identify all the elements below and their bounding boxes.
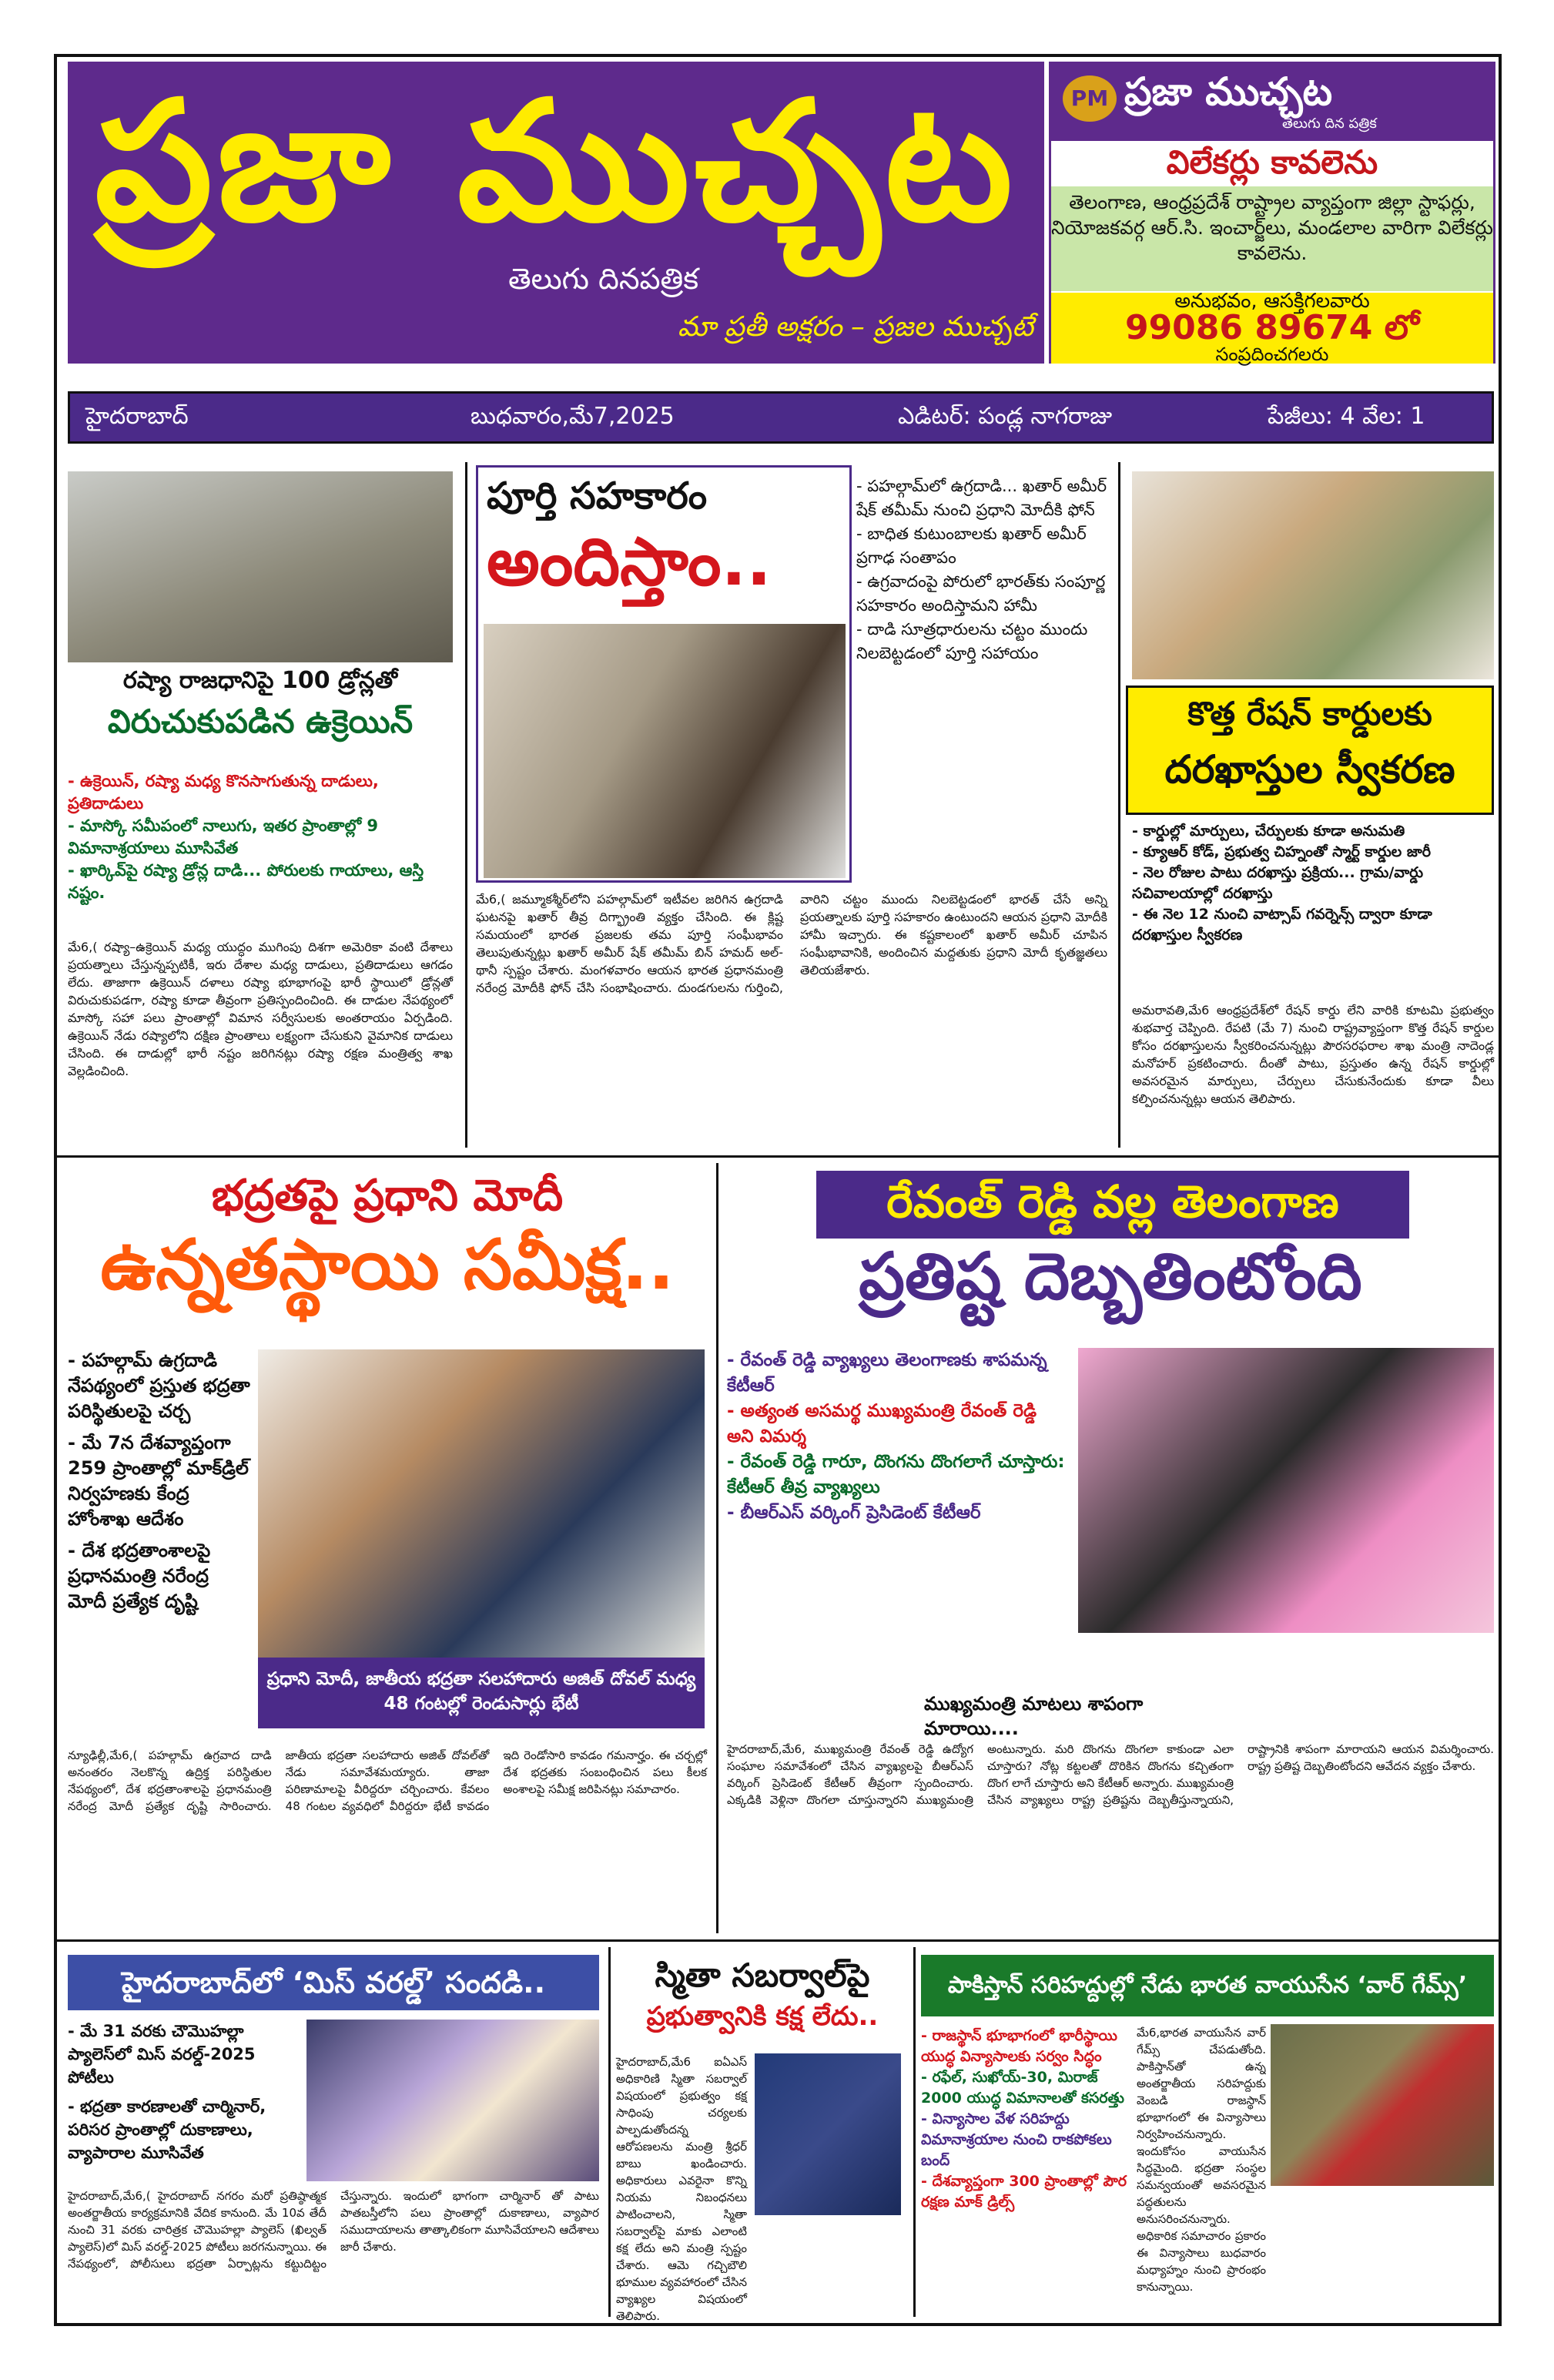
qatar-photo xyxy=(484,624,846,878)
masthead-tagline: మా ప్రతీ అక్షరం – ప్రజల ముచ్చటే xyxy=(678,311,1033,343)
dateline-pages: పేజీలు: 4 వేల: 1 xyxy=(1268,403,1425,430)
ktr-kicker: రేవంత్ రెడ్డి వల్ల తెలంగాణ xyxy=(886,1175,1339,1228)
modi-photo xyxy=(258,1349,705,1658)
ration-headline-1: కొత్త రేషన్ కార్డులకు xyxy=(1187,695,1432,732)
wargames-photo xyxy=(1271,2024,1494,2186)
ktr-bullets xyxy=(727,1348,1066,1526)
logo-icon: PM xyxy=(1063,75,1117,122)
bullet: - నెల రోజుల పాటు దరఖాస్తు ప్రక్రియ... గ్రామ/వార్డు సచివాలయాల్లో దరఖాస్తు xyxy=(1132,864,1424,902)
modi-body: న్యూఢిల్లీ,మే6,( పహల్గామ్ ఉగ్రవాద దాడి అనంతరం నెలకొన్న ఉద్రిక్త పరిస్థితుల నేపథ్యంలో, దేశ భద్రతాంశాలపై ప్రధానమంత్రి నరేంద్ర మోదీ ప్రత్యేక దృష్టి సారించారు. జాతీయ భద్రతా సలహాదారు అజిత్ దోవల్‌తో నేడు సమావేశమయ్యారు. తాజా పరిణామాలపై వీరిద్దరూ చర్చించారు. కేవలం 48 గంటల వ్యవధిలో వీరిద్దరూ భేటీ కావడం ఇది రెండోసారి కావడం గమనార్హం. ఈ చర్చల్లో దేశ భద్రతకు సంబంధించిన పలు కీలక అంశాలపై సమీక్ష జరిపినట్లు సమాచారం. xyxy=(68,1748,707,1813)
bullet: - మాస్కో సమీపంలో నాలుగు, ఇతర ప్రాంతాల్లో 9 విమానాశ్రయాలు మూసివేత xyxy=(68,816,379,857)
bullet: - రేవంత్ రెడ్డి గారూ, దొంగను దొంగలాగే చూస్తారు: కేటీఆర్ తీవ్ర వ్యాఖ్యలు xyxy=(727,1452,1065,1497)
column-divider xyxy=(608,1947,611,2317)
miss-world-photo xyxy=(306,2020,599,2181)
bullet: - పహల్గామ్‌లో ఉగ్రదాడి... ఖతార్ అమీర్ షేక్ తమీమ్ నుంచి ప్రధాని మోదీకి ఫోన్ xyxy=(856,477,1107,519)
ration-body: అమరావతి,మే6 ఆంధ్రప్రదేశ్‌లో రేషన్ కార్డు లేని వారికి కూటమి ప్రభుత్వం శుభవార్త చెప్పింది. రేపటి (మే 7) నుంచి రాష్ట్రవ్యాప్తంగా కొత్త రేషన్ కార్డుల కోసం దరఖాస్తులను స్వీకరించనున్నట్లు పౌరసరఫరాల శాఖ మంత్రి నాదెండ్ల మనోహర్ ప్రకటించారు. దీంతో పాటు, ప్రస్తుతం ఉన్న రేషన్ కార్డుల్లో అవసరమైన మార్పులు, చేర్పులు చేసుకునేందుకు కూడా వీలు కల్పించనున్నట్లు ఆయన తెలిపారు. xyxy=(1132,1003,1494,1106)
bullet: - మే 31 వరకు చౌమొహల్లా ప్యాలెస్‌లో మిస్ వరల్డ్-2025 పోటీలు xyxy=(68,2022,256,2087)
bullet: - ఖార్కివ్‌పై రష్యా డ్రోన్ల దాడి... పోరులకు గాయాలు, ఆస్తి నష్టం. xyxy=(68,861,424,902)
qatar-body: మే6,( జమ్మూకశ్మీర్‌లోని పహల్గామ్‌లో ఇటీవల జరిగిన ఉగ్రదాడి ఘటనపై ఖతార్ తీవ్ర దిగ్భ్రాంతి వ్యక్తం చేసింది. ఈ క్లిష్ట సమయంలో భారత ప్రజలకు తమ పూర్తి సంఘీభావం తెలుపుతున్నట్లు ఖతార్ అమీర్ షేక్ తమీమ్ బిన్ హమద్ అల్-థానీ స్పష్టం చేశారు. మంగళవారం ఆయన భారత ప్రధానమంత్రి నరేంద్ర మోదీకి ఫోన్ చేసి సంభాషించారు. దుండగులను గుర్తించి, వారిని చట్టం ముందు నిలబెట్టడంలో భారత్ చేసే అన్ని ప్రయత్నాలకు పూర్తి సహకారం ఉంటుందని ఆయన ప్రధాని మోదీకి హామీ ఇచ్చారు. ఈ కష్టకాలంలో ఖతార్ అమీర్ చూపిన సంఘీభావానికి, అందించిన మద్దతుకు ప్రధాని మోదీ కృతజ్ఞతలు తెలియజేశారు. xyxy=(476,892,1107,995)
ktr-subhead: ముఖ్యమంత్రి మాటలు శాపంగా మారాయి.... xyxy=(924,1693,1144,1739)
ukraine-body: మే6,( రష్యా–ఉక్రెయిన్ మధ్య యుద్ధం ముగింపు దిశగా అమెరికా వంటి దేశాలు ప్రయత్నాలు చేస్తున్నప్పటికీ, ఇరు దేశాల మధ్య దాడులు, ప్రతిదాడులు ఆగడం లేదు. తాజాగా ఉక్రెయిన్ దళాలు రష్యా భూభాగంపై భారీ స్థాయిలో డ్రోన్లతో విరుచుకుపడగా, రష్యా కూడా తీవ్రంగా ప్రతిస్పందించింది. ఈ దాడుల నేపథ్యంలో మాస్కో సహా పలు ప్రాంతాల్లో విమాన సర్వీసులకు అంతరాయం ఏర్పడింది. ఉక్రెయిన్ నేడు రష్యాలోని దక్షిణ ప్రాంతాలు లక్ష్యంగా చేసుకుని వైమానిక దాడులు చేసింది. ఈ దాడుల్లో భారీ నష్టం జరిగినట్లు రష్యా రక్షణ మంత్రిత్వ శాఖ వెల్లడించింది. xyxy=(68,940,453,1078)
masthead-subtitle: తెలుగు దినపత్రిక xyxy=(508,262,699,296)
ad-body: తెలంగాణ, ఆంధ్రప్రదేశ్ రాష్ట్రాల వ్యాప్తంగా జిల్లా స్టాఫర్లు, నియోజకవర్గ ఆర్.సి. ఇంచార్జ్‌లు, మండలాల వారిగా విలేకర్లు కావలెను. xyxy=(1051,186,1493,291)
ad-experience: అనుభవం, ఆసక్తిగలవారు xyxy=(1174,290,1370,313)
ukraine-kicker: రష్యా రాజధానిపై 100 డ్రోన్లతో xyxy=(122,667,398,694)
ukraine-bullets xyxy=(68,770,453,904)
bullet: - దేశవ్యాప్తంగా 300 ప్రాంతాల్లో పౌర రక్షణ మాక్ డ్రిల్స్ xyxy=(921,2173,1127,2211)
bullet: - భద్రతా కారణాలతో చార్మినార్, పరిసర ప్రాంతాల్లో దుకాణాలు, వ్యాపారాల మూసివేత xyxy=(68,2097,266,2162)
bullet: - రేవంత్ రెడ్డి వ్యాఖ్యలు తెలంగాణకు శాపమన్న కేటీఆర్ xyxy=(727,1350,1047,1396)
bullet: - పహల్గామ్ ఉగ్రదాడి నేపథ్యంలో ప్రస్తుత భద్రతా పరిస్థితులపై చర్చ xyxy=(68,1349,250,1422)
dateline-bar xyxy=(68,391,1494,444)
smita-photo xyxy=(755,2053,901,2215)
bullet: - క్యూఆర్ కోడ్, ప్రభుత్వ చిహ్నంతో స్మార్ట్ కార్డుల జారీ xyxy=(1132,843,1431,860)
column-divider xyxy=(913,1947,916,2317)
ration-card-photo xyxy=(1132,471,1494,679)
bullet: - కార్డుల్లో మార్పులు, చేర్పులకు కూడా అనుమతి xyxy=(1132,823,1405,840)
bullet: - విన్యాసాల వేళ సరిహద్దు విమానాశ్రయాల నుంచి రాకపోకలు బంద్ xyxy=(921,2110,1112,2169)
ad-phone[interactable]: 99086 89674 లో xyxy=(1124,308,1420,347)
bullet: - అత్యంత అసమర్థ ముఖ్యమంత్రి రేవంత్ రెడ్డి అని విమర్శ xyxy=(727,1401,1037,1446)
column-divider xyxy=(465,462,467,1148)
ktr-headline: ప్రతిష్ట దెబ్బతింటోంది xyxy=(859,1239,1362,1314)
row-divider xyxy=(54,1939,1502,1942)
miss-world-bullets xyxy=(68,2020,299,2164)
smita-headline: ప్రభుత్వానికి కక్ష లేదు.. xyxy=(646,2001,879,2032)
smita-body: హైదరాబాద్,మే6 ఐఏఎస్ అధికారిణి స్మితా సబర్వాల్ విషయంలో ప్రభుత్వం కక్ష సాధింపు చర్యలకు పాల్పడుతోందన్న ఆరోపణలను మంత్రి శ్రీధర్ బాబు ఖండించారు. అధికారులు ఎవరైనా కొన్ని నియమ నిబంధనలు పాటించాలని, స్మితా సబర్వాల్‌పై మాకు ఎలాంటి కక్ష లేదు అని మంత్రి స్పష్టం చేశారు. ఆమె గచ్చిబౌలి భూముల వ్యవహారంలో చేసిన వ్యాఖ్యల విషయంలో తెలిపారు. xyxy=(616,2055,747,2323)
ad-paper-subtitle: తెలుగు దిన పత్రిక xyxy=(1282,116,1377,132)
row-divider xyxy=(54,1155,1502,1158)
ad-paper-name: ప్రజా ముచ్చట xyxy=(1124,69,1333,114)
dateline-editor: ఎడిటర్: పండ్ల నాగరాజు xyxy=(898,403,1113,430)
ration-bullets xyxy=(1132,821,1494,946)
dateline-date: బుధవారం,మే7,2025 xyxy=(471,403,675,430)
ad-contact-label: సంప్రదించగలరు xyxy=(1215,344,1329,365)
ukraine-headline: విరుచుకుపడిన ఉక్రెయిన్ xyxy=(107,702,414,740)
dateline-city: హైదరాబాద్ xyxy=(85,403,189,430)
modi-headline: ఉన్నతస్థాయి సమీక్ష.. xyxy=(100,1225,675,1306)
bullet: - దాడి సూత్రధారులను చట్టం ముందు నిలబెట్టడంలో పూర్తి సహాయం xyxy=(856,620,1088,662)
ktr-photo xyxy=(1078,1348,1494,1633)
bullet: - మే 7న దేశవ్యాప్తంగా 259 ప్రాంతాల్లో మాక్‌డ్రిల్ నిర్వహణకు కేంద్ర హోంశాఖ ఆదేశం xyxy=(68,1432,249,1530)
wargames-bullets xyxy=(921,2026,1129,2213)
miss-world-headline: హైదరాబాద్‌లో ‘మిస్ వరల్డ్’ సందడి.. xyxy=(68,1955,599,2010)
modi-photo-caption: ప్రధాని మోదీ, జాతీయ భద్రతా సలహాదారు అజిత్ దోవల్ మధ్య 48 గంటల్లో రెండుసార్లు భేటీ xyxy=(258,1658,705,1728)
bullet: - రఫేల్, సుఖోయ్-30, మిరాజ్ 2000 యుద్ధ విమానాలతో కసరత్తు xyxy=(921,2069,1124,2107)
wargames-headline: పాకిస్తాన్ సరిహద్దుల్లో నేడు భారత వాయుసేన ‘వార్ గేమ్స్’ xyxy=(921,1955,1494,2016)
ukraine-photo xyxy=(68,471,453,662)
masthead-title: ప్రజా ముచ్చట xyxy=(95,65,1017,258)
miss-world-body: హైదరాబాద్,మే6,( హైదరాబాద్ నగరం మరో ప్రతిష్ఠాత్మక అంతర్జాతీయ కార్యక్రమానికి వేదిక కానుంది. మే 10వ తేదీ నుంచి 31 వరకు చారిత్రక చౌమొహల్లా ప్యాలెస్ (ఖిల్వత్ ప్యాలెస్)లో మిస్ వరల్డ్-2025 పోటీలు జరగనున్నాయి. ఈ నేపథ్యంలో, పోలీసులు భద్రతా ఏర్పాట్లను కట్టుదిట్టం చేస్తున్నారు. ఇందులో భాగంగా చార్మినార్ తో పాటు పాతబస్తీలోని పలు ప్రాంతాల్లో దుకాణాలు, వ్యాపార సముదాయాలను తాత్కాలికంగా మూసివేయాలని ఆదేశాలు జారీ చేశారు. xyxy=(68,2189,599,2271)
smita-kicker: స్మితా సబర్వాల్‌పై xyxy=(655,1956,870,1994)
bullet: - దేశ భద్రతాంశాలపై ప్రధానమంత్రి నరేంద్ర మోదీ ప్రత్యేక దృష్టి xyxy=(68,1540,211,1612)
column-divider xyxy=(716,1163,718,1933)
modi-bullets xyxy=(68,1348,253,1614)
qatar-headline: అందిస్తాం.. xyxy=(487,524,772,601)
bullet: - ఉక్రెయిన్, రష్యా మధ్య కొనసాగుతున్న దాడులు, ప్రతిదాడులు xyxy=(68,772,379,813)
bullet: - బాధిత కుటుంబాలకు ఖతార్ అమీర్ ప్రగాఢ సంతాపం xyxy=(856,525,1087,567)
ktr-body: హైదరాబాద్,మే6, ముఖ్యమంత్రి రేవంత్ రెడ్డి ఉద్యోగ సంఘాల సమావేశంలో చేసిన వ్యాఖ్యలపై బీఆర్ఎస్ వర్కింగ్ ప్రెసిడెంట్ కేటీఆర్ తీవ్రంగా స్పందించారు. ఎక్కడికి వెళ్లినా దొంగలా చూస్తున్నారని ముఖ్యమంత్రి అంటున్నారు. మరి దొంగను దొంగలా కాకుండా ఎలా చూస్తారు? నోట్ల కట్టలతో దొరికిన దొంగను కచ్చితంగా దొంగ లాగే చూస్తారు అని కేటీఆర్ అన్నారు. ముఖ్యమంత్రి చేసిన వ్యాఖ్యలు రాష్ట్ర ప్రతిష్టను దెబ్బతీస్తున్నాయని, రాష్ట్రానికి శాపంగా మారాయని ఆయన విమర్శించారు. రాష్ట్ర ప్రతిష్ట దెబ్బతింటోందని ఆవేదన వ్యక్తం చేశారు. xyxy=(727,1742,1494,1807)
bullet: - రాజస్థాన్ భూభాగంలో భారీస్థాయి యుద్ధ విన్యాసాలకు సర్వం సిద్ధం xyxy=(921,2027,1117,2065)
ration-headline-2: దరఖాస్తుల స్వీకరణ xyxy=(1164,747,1455,792)
ad-heading: విలేకర్లు కావలెను xyxy=(1051,141,1493,184)
qatar-kicker: పూర్తి సహకారం xyxy=(487,474,708,518)
bullet: - బీఆర్ఎస్ వర్కింగ్ ప్రెసిడెంట్ కేటీఆర్ xyxy=(727,1503,981,1523)
column-divider xyxy=(1118,462,1120,1148)
bullet: - ఉగ్రవాదంపై పోరులో భారత్‌కు సంపూర్ణ సహకారం అందిస్తామని హామీ xyxy=(856,572,1106,615)
wargames-body: మే6,భారత వాయుసేన వార్ గేమ్స్ చేపడుతోంది. పాకిస్తాన్‌తో ఉన్న అంతర్జాతీయ సరిహద్దుకు వెంబడి రాజస్థాన్ భూభాగంలో ఈ విన్యాసాలు నిర్వహించనున్నారు. ఇందుకోసం వాయుసేన సిద్ధమైంది. భద్రతా సంస్థల సమన్వయంతో అవసరమైన పద్ధతులను అనుసరించనున్నారు. అధికారిక సమాచారం ప్రకారం ఈ విన్యాసాలు బుధవారం మధ్యాహ్నం నుంచి ప్రారంభం కానున్నాయి. xyxy=(1137,2026,1266,2294)
qatar-bullets xyxy=(856,474,1107,665)
bullet: - ఈ నెల 12 నుంచి వాట్సాప్ గవర్నెన్స్ ద్వారా కూడా దరఖాస్తుల స్వీకరణ xyxy=(1132,906,1432,944)
modi-kicker: భద్రతపై ప్రధాని మోదీ xyxy=(211,1171,564,1221)
